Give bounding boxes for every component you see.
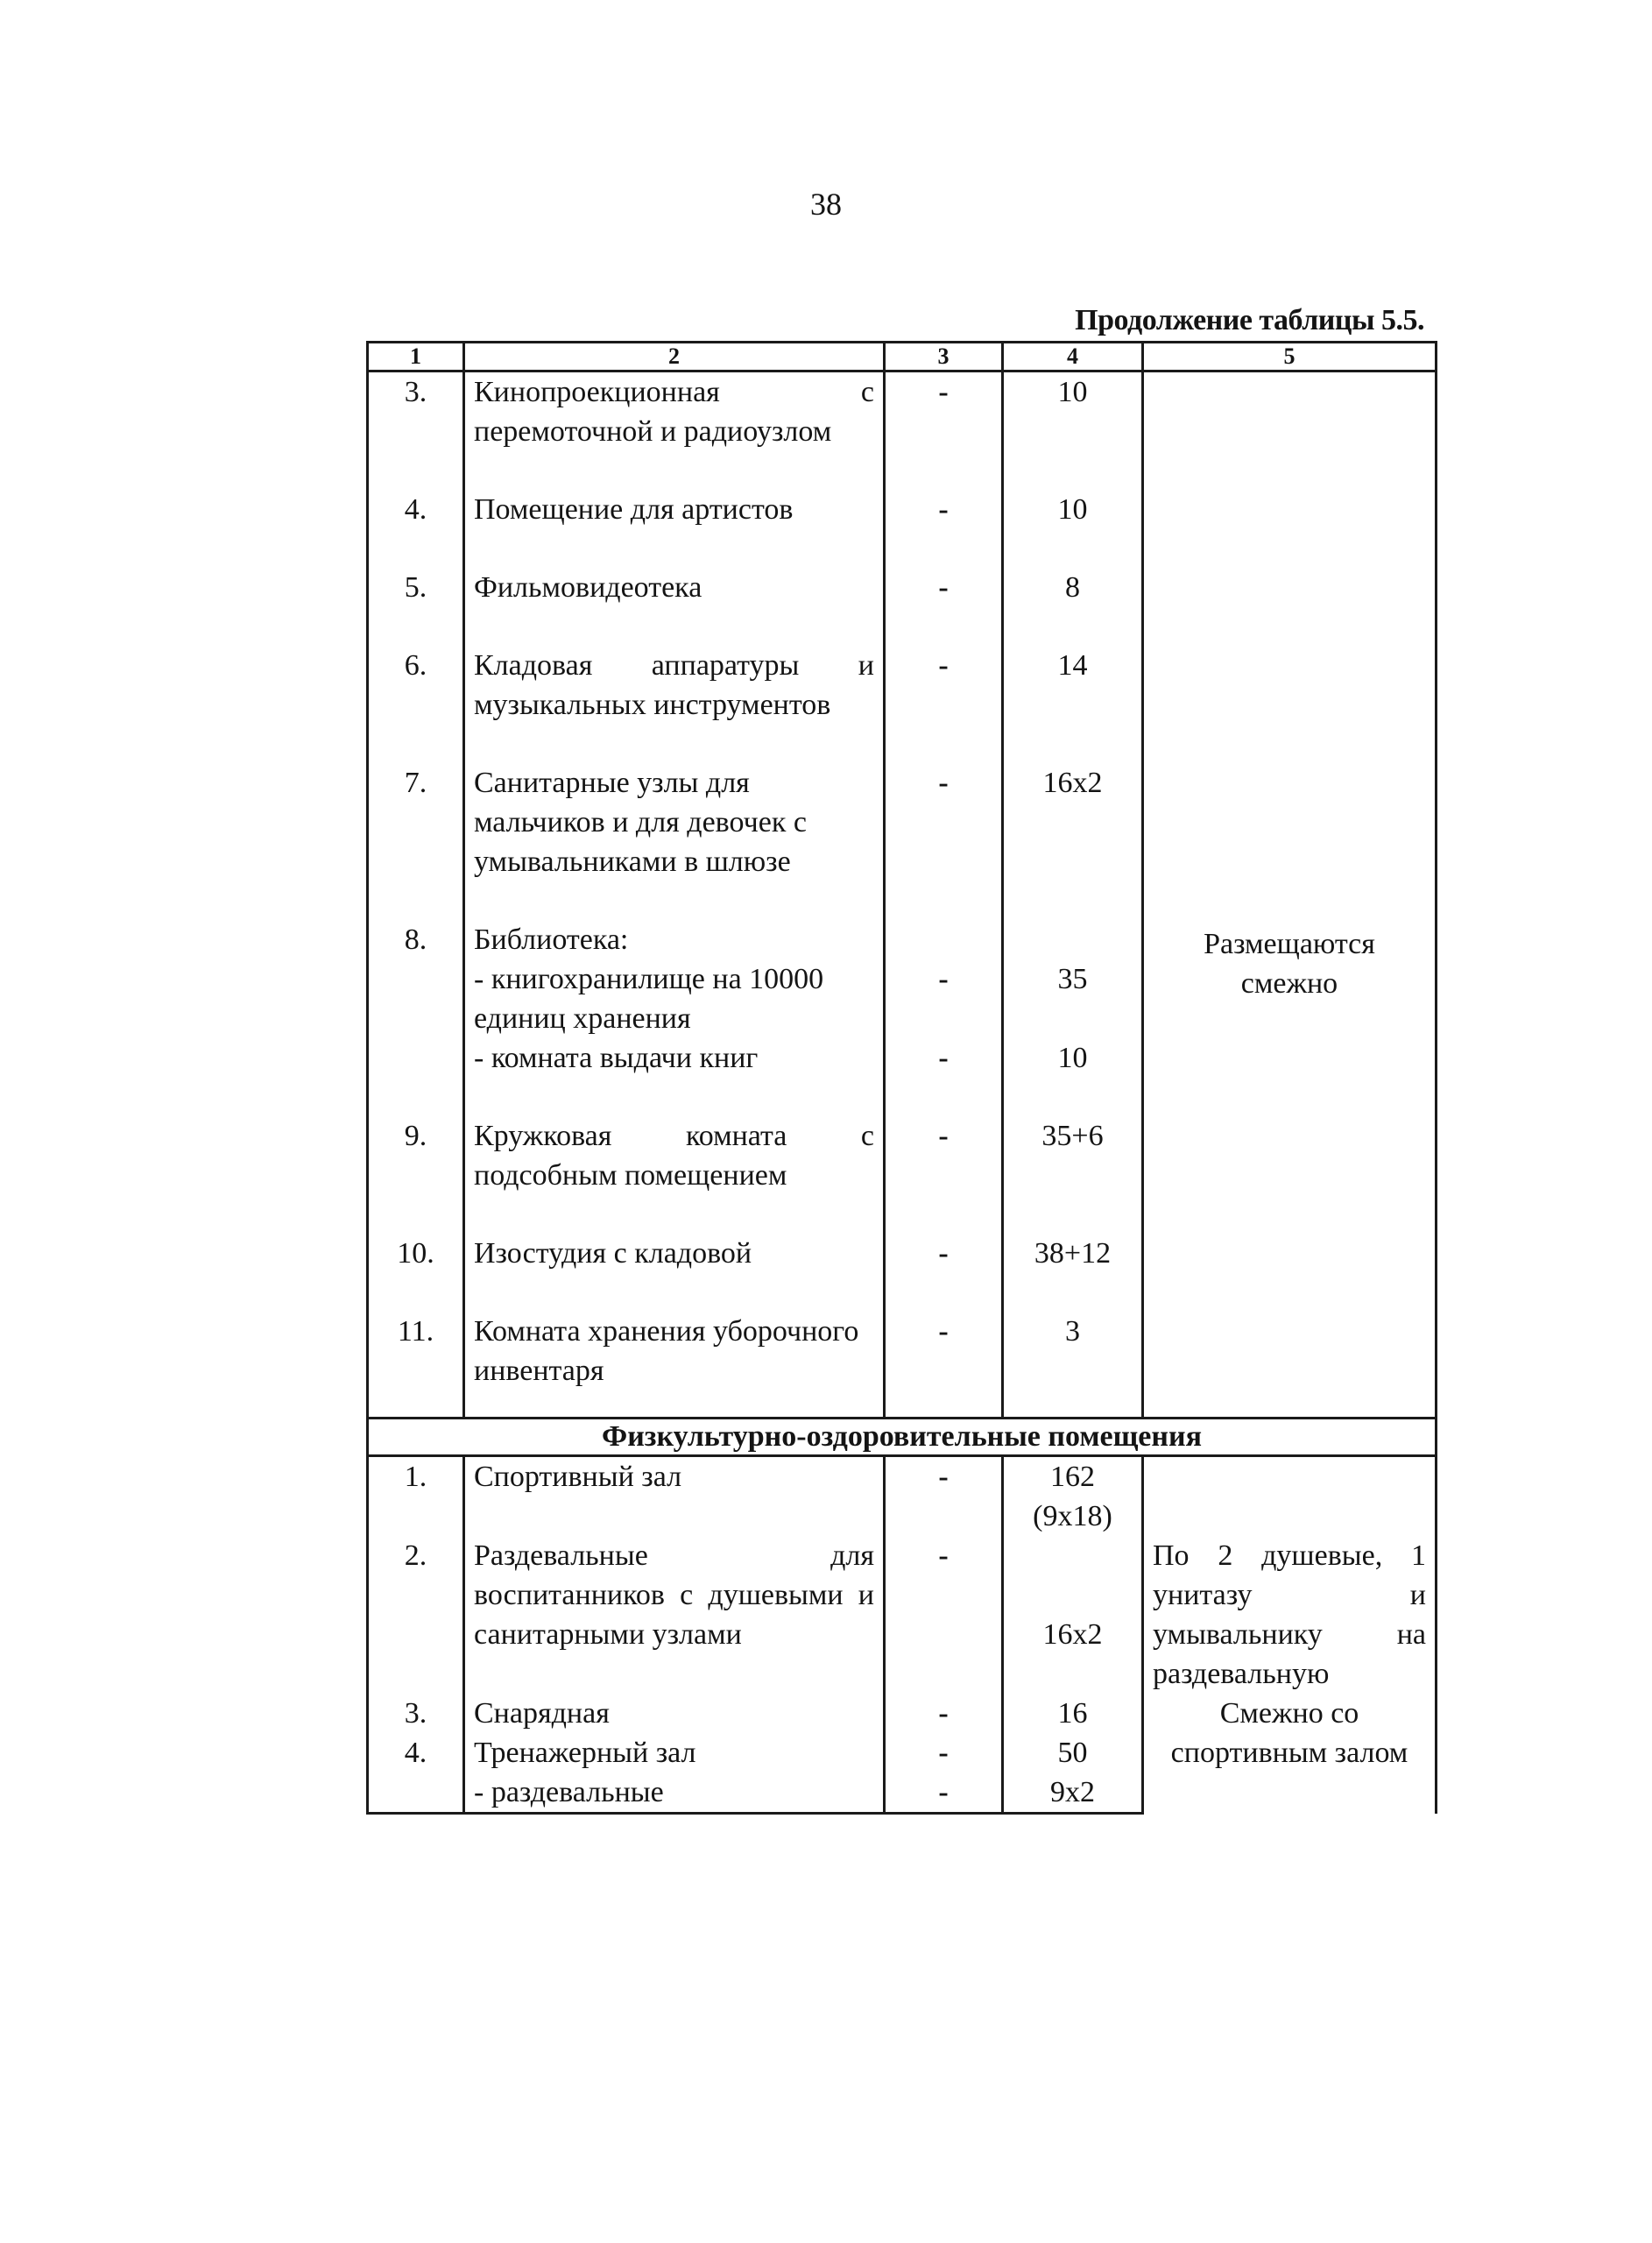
room-name: [464, 646, 885, 763]
room-name-text: Кинопроекционная с перемоточной и радиоузлом: [474, 376, 874, 448]
col3-value: -: [885, 1694, 1003, 1733]
sub2-col3: -: [938, 1042, 949, 1074]
col3-value: -: [885, 763, 1003, 920]
row-number: 9.: [368, 1116, 464, 1234]
room-name-text: Кладовая аппаратуры и музыкальных инструментов: [474, 649, 874, 721]
sub2-area: 10: [1057, 1042, 1088, 1074]
col3-value: -: [885, 1536, 1003, 1694]
rooms-table: [366, 341, 1437, 1815]
header-col-1: 1: [368, 343, 464, 371]
room-name-text: Изостудия с кладовой: [474, 1237, 752, 1270]
area-value: [1003, 920, 1143, 1116]
room-name: [464, 1536, 885, 1694]
header-col-4: 4: [1003, 343, 1143, 371]
room-name-text: Кружковая комната с подсобным помещением: [474, 1120, 874, 1192]
room-name: [464, 1312, 885, 1419]
room-name-text: Раздевальные для воспитанников с душевыми и санитарными узлами: [474, 1539, 874, 1651]
row-number: 2.: [368, 1536, 464, 1694]
area-value: 14: [1003, 646, 1143, 763]
col3-value: -: [885, 646, 1003, 763]
area-value: 10: [1003, 490, 1143, 568]
area-value: 16x2: [1003, 763, 1143, 920]
row-number: 4.: [368, 1733, 464, 1814]
room-name-text: Фильмовидеотека: [474, 571, 702, 604]
col3-value: [885, 920, 1003, 1116]
header-row: [368, 343, 1437, 371]
room-name: [464, 371, 885, 491]
room-name: [464, 1234, 885, 1312]
area-sub: 9x2: [1050, 1776, 1095, 1808]
col3-value: -: [885, 568, 1003, 646]
room-name: [464, 1116, 885, 1234]
row-number: 3.: [368, 371, 464, 491]
room-name-text: Комната хранения уборочного инвентаря: [474, 1315, 859, 1387]
note-text: Размещаются смежно: [1204, 928, 1375, 1000]
area-value: 38+12: [1003, 1234, 1143, 1312]
room-name: Спортивный зал: [464, 1456, 885, 1537]
row-number: 3.: [368, 1694, 464, 1733]
row-number: 7.: [368, 763, 464, 920]
header-col-2: 2: [464, 343, 885, 371]
area-main: 50: [1057, 1737, 1088, 1769]
room-name-text: Библиотека:: [474, 923, 629, 956]
area-main: 162: [1050, 1461, 1095, 1493]
room-name-text: Тренажерный зал: [474, 1737, 696, 1769]
col3-value: -: [885, 1456, 1003, 1537]
area-value: 3: [1003, 1312, 1143, 1419]
col3-value: -: [885, 1234, 1003, 1312]
room-name: [464, 763, 885, 920]
row-number: 5.: [368, 568, 464, 646]
area-dimensions: (9x18): [1033, 1500, 1112, 1532]
table-row: [368, 1536, 1437, 1694]
room-name: [464, 490, 885, 568]
table-caption: Продолжение таблицы 5.5.: [1075, 304, 1424, 336]
col3-value: -: [885, 490, 1003, 568]
area-value: 8: [1003, 568, 1143, 646]
col3-value: [885, 1733, 1003, 1814]
area-value: [1003, 1536, 1143, 1694]
room-name: [464, 920, 885, 1116]
header-col-3: 3: [885, 343, 1003, 371]
section-b: [368, 1419, 1437, 1814]
col3-main: -: [938, 1737, 949, 1769]
table-row: [368, 371, 1437, 491]
col3-value: -: [885, 371, 1003, 491]
note-cell: По 2 душевые, 1 унитазу и умывальнику на раздевальную: [1143, 1536, 1437, 1694]
room-name: Снарядная: [464, 1694, 885, 1733]
area-main: 16x2: [1042, 1618, 1103, 1651]
section-a-body: [368, 371, 1437, 1419]
note-cell: Смежно со спортивным залом: [1143, 1694, 1437, 1814]
sub1-area: 35: [1057, 963, 1088, 995]
area-value: [1003, 1456, 1143, 1537]
col3-value: -: [885, 1312, 1003, 1419]
room-name: [464, 1733, 885, 1814]
col3-sub: -: [938, 1776, 949, 1808]
area-value: 35+6: [1003, 1116, 1143, 1234]
table-row: [368, 1694, 1437, 1733]
sub-item: - раздевальные: [474, 1776, 664, 1808]
note-cell-a: [1143, 371, 1437, 1419]
page-number: 38: [810, 187, 842, 222]
sub1-col3: -: [938, 963, 949, 995]
note-cell: [1143, 1456, 1437, 1537]
area-value: 10: [1003, 371, 1143, 491]
sub-item: - комната выдачи книг: [474, 1042, 759, 1074]
col3-value: -: [885, 1116, 1003, 1234]
row-number: 1.: [368, 1456, 464, 1537]
row-number: 11.: [368, 1312, 464, 1419]
row-number: 8.: [368, 920, 464, 1116]
sub-item: - книгохранилище на 10000 единиц хранения: [474, 963, 824, 1035]
table-row: [368, 1456, 1437, 1537]
row-number: 10.: [368, 1234, 464, 1312]
section-title: Физкультурно-оздоровительные помещения: [368, 1419, 1437, 1456]
row-number: 4.: [368, 490, 464, 568]
row-number: 6.: [368, 646, 464, 763]
room-name: [464, 568, 885, 646]
header-col-5: 5: [1143, 343, 1437, 371]
section-header-row: [368, 1419, 1437, 1456]
area-value: 16: [1003, 1694, 1143, 1733]
area-value: [1003, 1733, 1143, 1814]
room-name-text: Помещение для артистов: [474, 493, 794, 526]
room-name-text: Санитарные узлы для мальчиков и для девочек с умывальниками в шлюзе: [474, 767, 807, 878]
